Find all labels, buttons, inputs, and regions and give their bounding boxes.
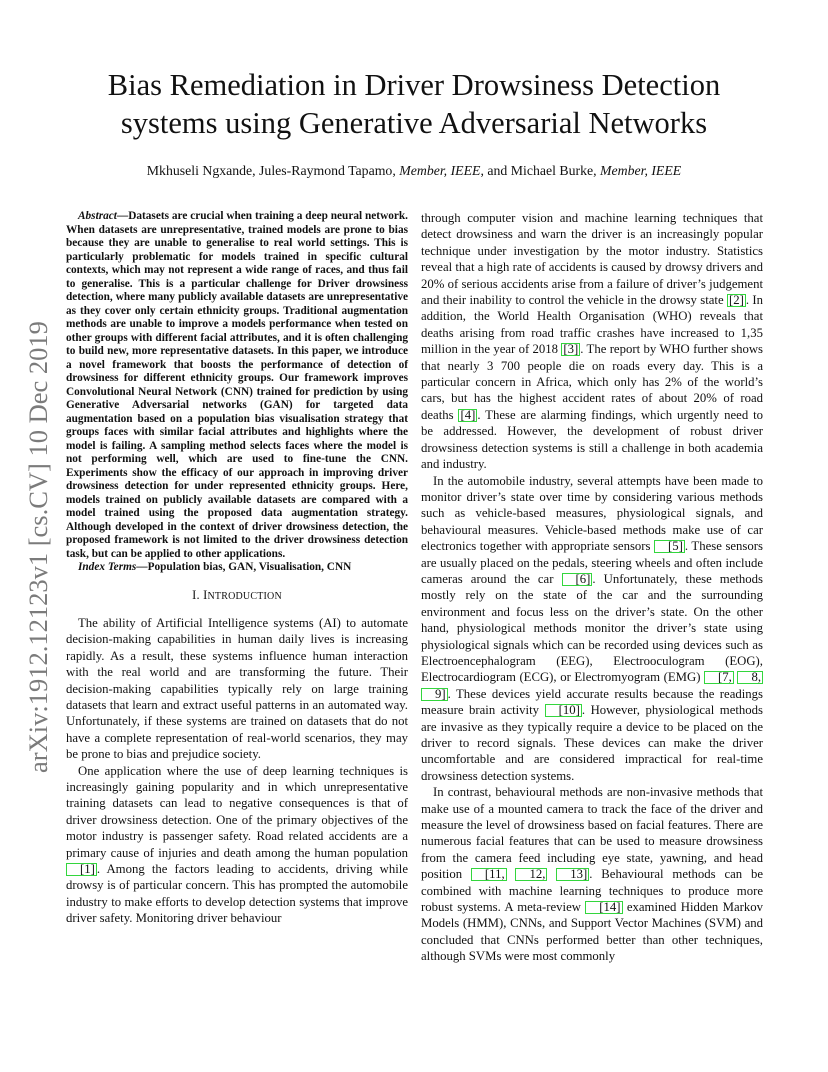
left-column: [66, 210, 408, 927]
citation-link[interactable]: [7,: [704, 671, 734, 684]
intro-paragraph-2: [66, 763, 408, 927]
text-segment: In contrast, behavioural methods are non-invasive methods that make use of a mounted camera to track the face of the driver and measure the level of drowsiness based on facial features. There are numerous facial features that can be used to measure drowsiness from the camera feed including eye state, yawning, and head position: [421, 785, 763, 882]
citation-link[interactable]: [5]: [654, 540, 685, 553]
authors-member-2: Member, IEEE: [600, 163, 682, 178]
paper-title: [40, 66, 788, 142]
text-segment: . The report by WHO further shows that nearly 3 700 people die on roads every day. This is a particular concern in Africa, which only has 2% of the world’s cars, but has the highest accident rates of about 20% of road deaths: [421, 342, 763, 422]
text-segment: In the automobile industry, several attempts have been made to monitor driver’s state over time by considering various methods such as vehicle-based measures, physiological signals, and behavioural measures. Vehicle-based methods make use of car electronics together with appropriate sensors: [421, 473, 763, 554]
abstract: [66, 210, 408, 561]
citation-link[interactable]: [11,: [471, 868, 507, 881]
citation-link[interactable]: [4]: [460, 407, 476, 422]
text-segment: . These devices yield accurate results because the readings measure brain activity: [421, 686, 763, 718]
citation-link[interactable]: [3]: [563, 342, 579, 357]
section-first-letter: I: [203, 587, 208, 602]
author-list: [40, 162, 788, 180]
text-segment: . These are alarming findings, which urgently need to be addressed. However, the development of robust driver drowsiness detection systems is still a challenge in both academia and industry.: [421, 407, 763, 472]
index-terms: [66, 561, 408, 575]
right-paragraph-1: [421, 210, 763, 473]
citation-link[interactable]: [1]: [66, 863, 97, 876]
section-rest: NTRODUCTION: [207, 590, 282, 602]
text-segment: through computer vision and machine learning techniques that detect drowsiness and warn the driver is an increasingly popular technique under investigation by the motor industry. Statistics reveal that a high rate of accidents is caused by drowsy drivers and 20% of serious accidents arise from a failure of driver’s judgement and their inability to control the vehicle in the drowsy state: [421, 211, 763, 308]
citation-link[interactable]: 9]: [421, 688, 448, 701]
text-segment: . Unfortunately, these methods mostly rely on the state of the car and the surrounding environment and focus less on the driver’s state. On the other hand, physiological methods monitor the driver’s state using physiological signals which can be recorded using devices such as Electroencephalogram (EEG), Electrooculogram (EOG), Electrocardiogram (ECG), or Electromyogram (EMG): [421, 571, 763, 685]
intro-paragraph-1: The ability of Artificial Intelligence systems (AI) to automate decision-making capabilities in human daily lives is increasing rapidly. As a result, these systems influence human interaction with the real world and are transforming the future. Their decision-making capabilities typically rely on large training datasets that learn and extract useful patterns in an automated way. Unfortunately, if these systems are trained on datasets that do not have a complete representation of real-world scenarios, they may be prone to bias and prejudice society.: [66, 615, 408, 762]
text-segment: . In addition, the World Health Organisation (WHO) reveals that deaths arising from road traffic crashes have increased to 1,35 million in the year of 2018: [421, 293, 764, 357]
right-paragraph-3: [421, 784, 763, 964]
index-terms-text: —Population bias, GAN, Visualisation, CNN: [136, 561, 352, 573]
citation-link[interactable]: 8,: [737, 671, 763, 684]
index-terms-label: Index Terms: [78, 561, 137, 573]
text-segment: One application where the use of deep learning techniques is increasingly gaining popularity and in which unrepresentative training datasets can lead to negative consequences is that of driver drowsiness detection. One of the primary objectives of the motor industry is passenger safety. Road related accidents are a primary cause of injuries and death among the human population: [66, 763, 408, 860]
right-column: [421, 210, 763, 965]
title-line-1: Bias Remediation in Driver Drowsiness Detection: [107, 68, 721, 102]
citation-link[interactable]: 13]: [556, 868, 589, 881]
authors-part-2: , and Michael Burke,: [480, 163, 600, 178]
citation-link[interactable]: [10]: [545, 704, 582, 717]
abstract-label: Abstract: [78, 210, 117, 222]
section-heading-introduction: [66, 587, 408, 605]
citation-link[interactable]: [6]: [562, 573, 593, 586]
authors-part-1: Mkhuseli Ngxande, Jules-Raymond Tapamo,: [146, 163, 400, 178]
text-segment: . Behavioural methods can be combined with machine learning techniques to produce more robust systems. A meta-review: [421, 867, 764, 915]
authors-member-1: Member, IEEE: [399, 163, 481, 178]
citation-link[interactable]: [2]: [728, 293, 744, 308]
right-paragraph-2: [421, 473, 763, 785]
section-numeral: I.: [192, 587, 204, 602]
text-segment: . However, physiological methods are invasive as they typically require a device to be placed on the driver to record signals. These devices can make the driver uncomfortable and are considered impractical for real-time drowsiness detection systems.: [421, 703, 763, 783]
text-segment: . These sensors are usually placed on the pedals, steering wheels and often include cameras around the car: [421, 539, 763, 586]
text-segment: . Among the factors leading to accidents, driving while drowsy is of particular concern. This has prompted the automobile industry to make efforts to develop detection systems that improve driver safety. Monitoring driver behaviour: [66, 862, 408, 926]
text-segment: examined Hidden Markov Models (HMM), CNNs, and Support Vector Machines (SVM) and concluded that CNNs performed better than other techniques, although SVMs were most commonly: [421, 900, 763, 964]
citation-link[interactable]: [14]: [585, 901, 622, 914]
citation-link[interactable]: 12,: [515, 868, 547, 881]
arxiv-side-identifier: arXiv:1912.12123v1 [cs.CV] 10 Dec 2019: [23, 321, 53, 773]
abstract-text: —Datasets are crucial when training a deep neural network. When datasets are unrepresentative, trained models are prone to bias because they are unable to generalise to real world settings. This is particularly problematic for models trained in specific cultural contexts, which may not represent a wide range of races, and thus fail to generalise. This is a particular challenge for Driver drowsiness detection, where many publicly available datasets are unrepresentative as they cover only certain ethnicity groups. Traditional augmentation methods are unable to improve a models performance when tested on other groups with different facial attributes, and it is often challenging to build new, more representative datasets. In this paper, we introduce a novel framework that boosts the performance of detection of drowsiness for different ethnicity groups. Our framework improves Convolutional Neural Network (CNN) trained for prediction by using Generative Adversarial networks (GAN) for targeted data augmentation based on a population bias visualisation strategy that groups faces with similar facial attributes and highlights where the model is failing. A sampling method selects faces where the model is not performing well, which are used to fine-tune the CNN. Experiments show the efficacy of our approach in improving driver drowsiness detection for under represented ethnicity groups. Here, models trained on publicly available datasets are compared with a model trained using the proposed data augmentation strategy. Although developed in the context of driver drowsiness detection, the proposed framework is not limited to the driver drowsiness detection task, but can be applied to other applications.: [66, 210, 408, 560]
title-line-2: systems using Generative Adversarial Networks: [120, 106, 708, 140]
